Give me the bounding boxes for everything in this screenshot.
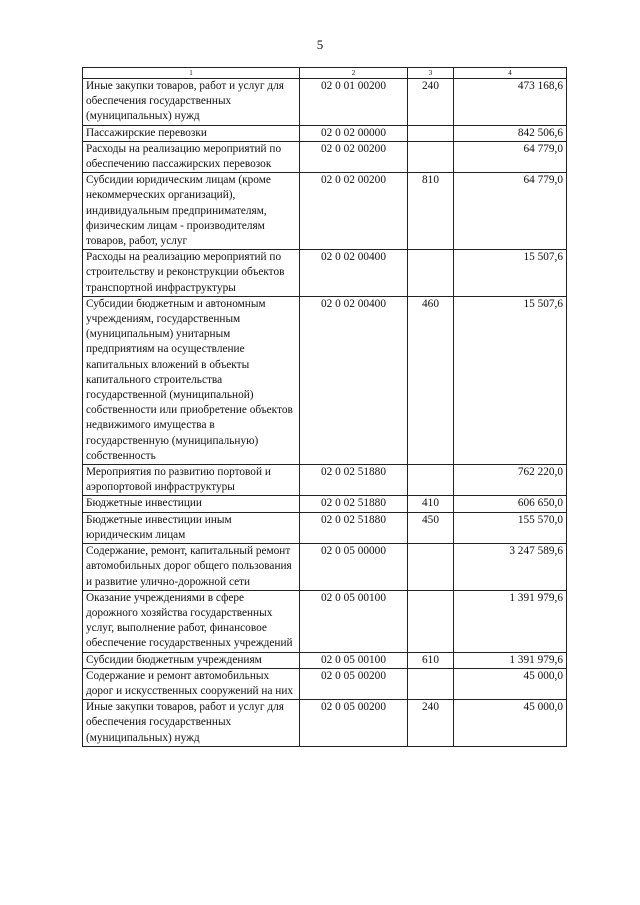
row-vr xyxy=(408,250,454,297)
row-name: Субсидии бюджетным учреждениям xyxy=(83,652,300,668)
row-sum: 15 507,6 xyxy=(454,250,567,297)
row-name: Содержание и ремонт автомобильных дорог и искусственных сооружений на них xyxy=(83,668,300,699)
table-row xyxy=(83,544,567,591)
row-code: 02 0 02 00200 xyxy=(300,141,408,172)
table-row xyxy=(83,590,567,652)
row-name: Иные закупки товаров, работ и услуг для обеспечения государственных (муниципальных) нужд xyxy=(83,700,300,747)
row-name: Субсидии юридическим лицам (кроме некоммерческих организаций), индивидуальным предпринимателям, физическим лицам - производителям товаров, работ, услуг xyxy=(83,173,300,250)
row-code: 02 0 01 00200 xyxy=(300,79,408,126)
header-row xyxy=(83,68,567,79)
row-code: 02 0 05 00200 xyxy=(300,668,408,699)
row-sum: 762 220,0 xyxy=(454,465,567,496)
row-vr: 460 xyxy=(408,296,454,464)
row-vr xyxy=(408,465,454,496)
table-row xyxy=(83,141,567,172)
table-row xyxy=(83,496,567,512)
row-name: Оказание учреждениями в сфере дорожного хозяйства государственных услуг, выполнение работ, финансовое обеспечение государственных учреждений xyxy=(83,590,300,652)
row-sum: 15 507,6 xyxy=(454,296,567,464)
table-row xyxy=(83,173,567,250)
row-sum: 3 247 589,6 xyxy=(454,544,567,591)
table-row xyxy=(83,465,567,496)
row-vr: 610 xyxy=(408,652,454,668)
row-name: Содержание, ремонт, капитальный ремонт автомобильных дорог общего пользования и развитие улично-дорожной сети xyxy=(83,544,300,591)
header-col-2: 2 xyxy=(300,68,408,79)
row-sum: 842 506,6 xyxy=(454,125,567,141)
row-name: Субсидии бюджетным и автономным учреждениям, государственным (муниципальным) унитарным предприятиям на осуществление капитальных вложений в объекты капитального строительства государственной (муниципальной) собственности или приобретение объектов недвижимого имущества в государственную (муниципальную) собственность xyxy=(83,296,300,464)
row-code: 02 0 02 51880 xyxy=(300,512,408,543)
row-name: Пассажирские перевозки xyxy=(83,125,300,141)
row-name: Расходы на реализацию мероприятий по обеспечению пассажирских перевозок xyxy=(83,141,300,172)
header-col-3: 3 xyxy=(408,68,454,79)
row-vr: 240 xyxy=(408,700,454,747)
row-sum: 45 000,0 xyxy=(454,700,567,747)
row-vr: 240 xyxy=(408,79,454,126)
header-col-4: 4 xyxy=(454,68,567,79)
row-code: 02 0 05 00000 xyxy=(300,544,408,591)
table-row xyxy=(83,652,567,668)
row-sum: 606 650,0 xyxy=(454,496,567,512)
table-row xyxy=(83,668,567,699)
row-vr xyxy=(408,668,454,699)
row-sum: 155 570,0 xyxy=(454,512,567,543)
row-code: 02 0 02 00400 xyxy=(300,250,408,297)
row-sum: 64 779,0 xyxy=(454,141,567,172)
row-code: 02 0 02 00200 xyxy=(300,173,408,250)
table-row xyxy=(83,125,567,141)
row-name: Бюджетные инвестиции иным юридическим лицам xyxy=(83,512,300,543)
row-sum: 45 000,0 xyxy=(454,668,567,699)
row-code: 02 0 02 51880 xyxy=(300,496,408,512)
row-name: Бюджетные инвестиции xyxy=(83,496,300,512)
table-row xyxy=(83,79,567,126)
row-code: 02 0 02 51880 xyxy=(300,465,408,496)
row-vr xyxy=(408,544,454,591)
table-row xyxy=(83,250,567,297)
row-code: 02 0 05 00200 xyxy=(300,700,408,747)
budget-table xyxy=(82,67,567,747)
row-code: 02 0 02 00400 xyxy=(300,296,408,464)
row-sum: 1 391 979,6 xyxy=(454,652,567,668)
row-name: Расходы на реализацию мероприятий по строительству и реконструкции объектов транспортной инфраструктуры xyxy=(83,250,300,297)
row-sum: 64 779,0 xyxy=(454,173,567,250)
row-vr xyxy=(408,141,454,172)
row-name: Мероприятия по развитию портовой и аэропортовой инфраструктуры xyxy=(83,465,300,496)
table-row xyxy=(83,296,567,464)
row-vr: 450 xyxy=(408,512,454,543)
header-col-1: 1 xyxy=(83,68,300,79)
row-name: Иные закупки товаров, работ и услуг для обеспечения государственных (муниципальных) нужд xyxy=(83,79,300,126)
row-vr: 410 xyxy=(408,496,454,512)
row-code: 02 0 05 00100 xyxy=(300,652,408,668)
row-vr xyxy=(408,125,454,141)
row-code: 02 0 05 00100 xyxy=(300,590,408,652)
row-code: 02 0 02 00000 xyxy=(300,125,408,141)
table-row xyxy=(83,700,567,747)
row-sum: 473 168,6 xyxy=(454,79,567,126)
page-number: 5 xyxy=(316,37,324,52)
row-sum: 1 391 979,6 xyxy=(454,590,567,652)
row-vr: 810 xyxy=(408,173,454,250)
row-vr xyxy=(408,590,454,652)
table-row xyxy=(83,512,567,543)
